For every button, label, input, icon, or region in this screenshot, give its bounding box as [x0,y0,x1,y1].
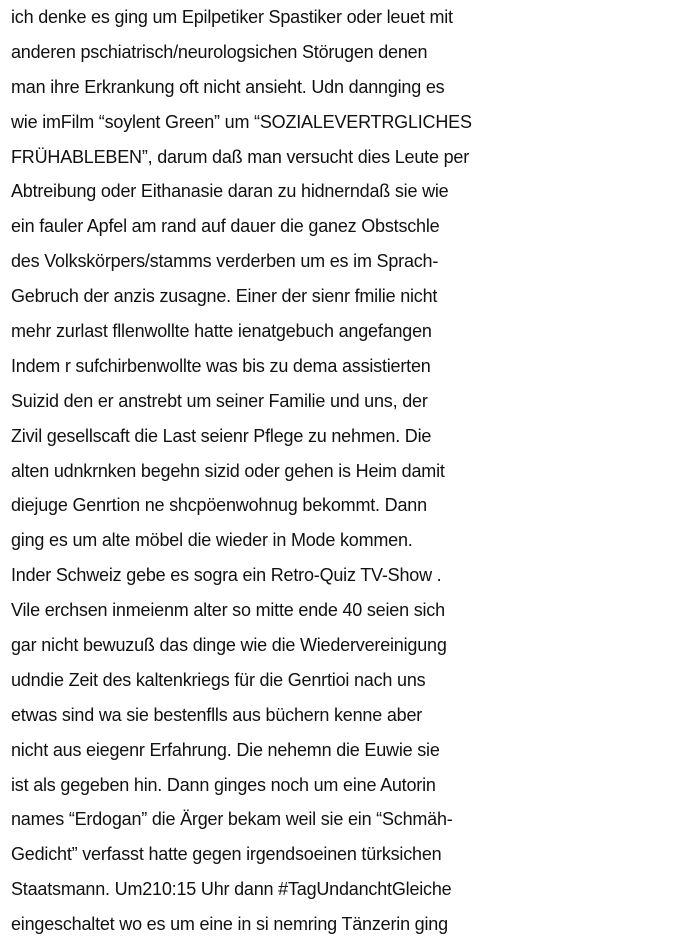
text-line: mehr zurlast fllenwollte hatte ienatgebuch angefangen [11,321,432,342]
text-line: ist als gegeben hin. Dann ginges noch um eine Autorin [11,774,436,795]
text-line: udndie Zeit des kaltenkriegs für die Genrtioi nach uns [11,669,426,690]
text-line: eingeschaltet wo es um eine in si nemring Tänzerin ging [11,914,448,935]
text-line: gar nicht bewuzuß das dinge wie die Wiedervereinigung [11,635,447,656]
text-line: ein fauler Apfel am rand auf dauer die ganez Obstschle [11,216,440,237]
text-line: Gebruch der anzis zusagne. Einer der sienr fmilie nicht [11,286,438,307]
text-line: Staatsmann. Um210:15 Uhr dann #TagUndanchtGleiche [11,879,452,900]
text-line: FRÜHABLEBEN”, darum daß man versucht dies Leute per [11,146,469,167]
text-line: Indem r sufchirbenwollte was bis zu dema assistierten [11,355,431,376]
text-line: man ihre Erkrankung oft nicht ansieht. Udn dannging es [11,76,445,97]
text-line: des Volkskörpers/stamms verderben um es im Sprach- [11,251,439,272]
text-line: ging es um alte möbel die wieder in Mode kommen. [11,530,413,551]
text-line: Gedicht” verfasst hatte gegen irgendsoeinen türksichen [11,844,442,865]
text-line: anderen pschiatrisch/neurologsichen Störugen denen [11,41,428,62]
text-line: diejuge Genrtion ne shcpöenwohnug bekommt. Dann [11,495,427,516]
text-line: Zivil gesellscaft die Last seienr Pflege zu nehmen. Die [11,425,432,446]
text-line: wie imFilm “soylent Green” um “SOZIALEVERTRGLICHES [11,111,472,132]
text-line: Vile erchsen inmeienm alter so mitte ende 40 seien sich [11,600,445,621]
text-line: Abtreibung oder Eithanasie daran zu hidnerndaß sie wie [11,181,449,202]
text-line: Suizid den er anstrebt um seiner Familie und uns, der [11,390,428,411]
text-line: nicht aus eiegenr Erfahrung. Die nehemn die Euwie sie [11,739,440,760]
text-line: Inder Schweiz gebe es sogra ein Retro-Quiz TV-Show . [11,565,442,586]
body-text [11,0,681,942]
text-line: alten udnkrnken begehn sizid oder gehen is Heim damit [11,460,445,481]
text-line: ich denke es ging um Epilpetiker Spastiker oder leuet mit [11,7,453,27]
text-line: names “Erdogan” die Ärger bekam weil sie ein “Schmäh- [11,809,453,830]
text-line: etwas sind wa sie bestenflls aus büchern kenne aber [11,704,423,725]
